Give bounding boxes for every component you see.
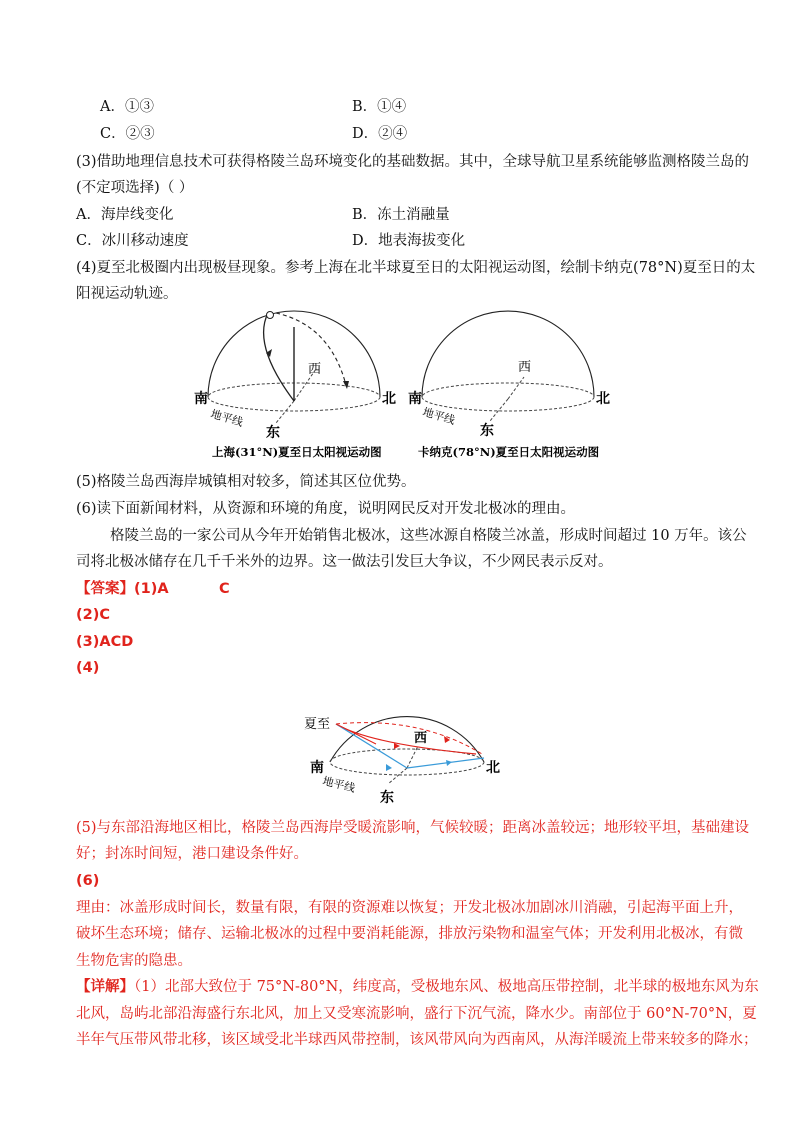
answer-horizon-label: 地平线 [321, 774, 357, 795]
material-line1: 格陵兰岛的一家公司从今年开始销售北极冰，这些冰源自格陵兰冰盖，形成时间超过 10 万年。该公 [110, 528, 747, 544]
option-a: A．①③ [100, 99, 154, 115]
answer-summer-label: 夏至 [304, 717, 331, 732]
qaanaaq-horizon-label: 地平线 [421, 405, 457, 427]
qaanaaq-west-label: 西 [518, 360, 532, 375]
answer6-line2: 破坏生态环境；储存、运输北极冰的过程中要消耗能源，排放污染物和温室气体；开发利用北极冰，有微 [76, 926, 743, 942]
answer-sun-path-figure [300, 680, 510, 808]
detail-text1: （1）北部大致位于 75°N-80°N，纬度高，受极地东风、极地高压带控制，北半球的极地东风为东 [134, 979, 759, 995]
answer-east-label: 东 [380, 790, 394, 806]
qaanaaq-east-label: 东 [480, 423, 494, 439]
shanghai-east-label: 东 [266, 425, 280, 441]
q3-stem-line2: (不定项选择)（ ） [76, 180, 194, 196]
q3-option-c: C．冰川移动速度 [76, 233, 189, 249]
answer-1: (1)A C [134, 581, 230, 597]
answer-line1 [76, 579, 230, 599]
answer6-line3: 生物危害的隐患。 [76, 953, 192, 969]
qaanaaq-diagram [408, 311, 610, 459]
answer-north-label: 北 [486, 760, 500, 776]
shanghai-caption: 上海(31°N)夏至日太阳视运动图 [212, 445, 382, 459]
shanghai-west-label: 西 [308, 362, 322, 377]
sun-path-figure [190, 305, 620, 465]
answer-label: 【答案】 [76, 580, 134, 597]
shanghai-north-label: 北 [382, 391, 396, 407]
detail-line1 [76, 977, 759, 997]
answer5-line1: (5)与东部沿海地区相比，格陵兰岛西海岸受暖流影响，气候较暖；距离冰盖较远；地形较平坦，基础建设 [76, 820, 750, 836]
answer-south-label: 南 [310, 760, 324, 776]
q4-stem-line1: (4)夏至北极圈内出现极昼现象。参考上海在北半球夏至日的太阳视运动图，绘制卡纳克(78°N)夏至日的太 [76, 260, 756, 276]
shanghai-diagram [194, 311, 396, 459]
detail-line3: 半年气压带风带北移，该区域受北半球西风带控制，该风带风向为西南风，从海洋暖流上带来较多的降水； [76, 1032, 758, 1048]
detail-label: 【详解】 [76, 978, 134, 995]
shanghai-south-label: 南 [194, 391, 208, 407]
answer6-line1: 理由：冰盖形成时间长，数量有限，有限的资源难以恢复；开发北极冰加剧冰川消融，引起海平面上升， [76, 900, 743, 916]
qaanaaq-south-label: 南 [408, 391, 422, 407]
q5-stem: (5)格陵兰岛西海岸城镇相对较多，简述其区位优势。 [76, 474, 416, 490]
q3-stem-line1: (3)借助地理信息技术可获得格陵兰岛环境变化的基础数据。其中，全球导航卫星系统能够监测格陵兰岛的 [76, 154, 750, 170]
q6-stem: (6)读下面新闻材料，从资源和环境的角度，说明网民反对开发北极冰的理由。 [76, 501, 576, 517]
answer-2: (2)C [76, 607, 110, 623]
q3-option-b: B．冻土消融量 [352, 207, 450, 223]
answer-west-label: 西 [414, 731, 428, 746]
qaanaaq-caption: 卡纳克(78°N)夏至日太阳视运动图 [418, 445, 600, 459]
answer5-line2: 好；封冻时间短，港口建设条件好。 [76, 846, 308, 862]
option-c: C．②③ [100, 126, 155, 142]
option-d: D．②④ [352, 126, 408, 142]
answer6-num: (6) [76, 873, 100, 889]
q3-option-a: A．海岸线变化 [76, 207, 174, 223]
option-b: B．①④ [352, 99, 407, 115]
answer-3: (3)ACD [76, 634, 134, 650]
qaanaaq-north-label: 北 [596, 391, 610, 407]
q4-stem-line2: 阳视运动轨迹。 [76, 286, 178, 302]
q3-option-d: D．地表海拔变化 [352, 233, 466, 249]
answer-4: (4) [76, 660, 100, 676]
material-line2: 司将北极冰储存在几千千米外的边界。这一做法引发巨大争议，不少网民表示反对。 [76, 554, 613, 570]
shanghai-horizon-label: 地平线 [209, 407, 245, 429]
detail-line2: 北风，岛屿北部沿海盛行东北风，加上又受寒流影响，盛行下沉气流，降水少。南部位于 60°N-70°N，夏 [76, 1006, 757, 1022]
